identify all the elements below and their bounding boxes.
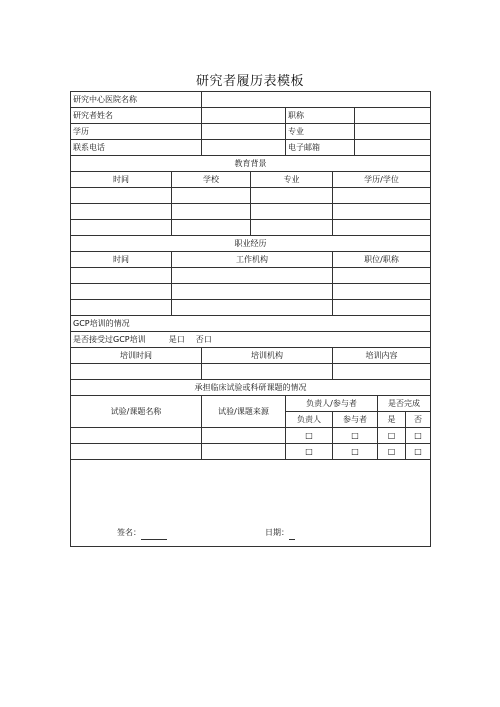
trial-sub-participant: 参与者 xyxy=(333,412,378,428)
table-row xyxy=(71,364,431,380)
work-cell[interactable] xyxy=(333,300,431,316)
email-label: 电子邮箱 xyxy=(286,140,355,156)
work-header-org: 工作机构 xyxy=(172,252,333,268)
edu-header-school: 学校 xyxy=(172,172,251,188)
table-row xyxy=(71,284,431,300)
education-label: 学历 xyxy=(71,124,202,140)
signature-block xyxy=(117,525,167,540)
major-label: 专业 xyxy=(286,124,355,140)
participant-checkbox[interactable]: □ xyxy=(351,447,359,456)
trial-header-name: 试验/课题名称 xyxy=(71,396,202,428)
edu-cell[interactable] xyxy=(333,188,431,204)
title-field[interactable] xyxy=(355,108,431,124)
major-field[interactable] xyxy=(355,124,431,140)
edu-cell[interactable] xyxy=(333,204,431,220)
edu-cell[interactable] xyxy=(71,204,172,220)
edu-header-major: 专业 xyxy=(251,172,333,188)
completed-no-checkbox[interactable]: □ xyxy=(414,431,422,440)
trial-source-cell[interactable] xyxy=(202,428,286,444)
work-heading: 职业经历 xyxy=(71,236,431,252)
trial-heading: 承担临床试验或科研课题的情况 xyxy=(71,380,431,396)
work-cell[interactable] xyxy=(333,268,431,284)
gcp-header-content: 培训内容 xyxy=(333,348,431,364)
trial-header-source: 试验/课题来源 xyxy=(202,396,286,428)
work-cell[interactable] xyxy=(172,268,333,284)
table-row xyxy=(71,268,431,284)
work-cell[interactable] xyxy=(71,268,172,284)
table-row xyxy=(71,300,431,316)
edu-cell[interactable] xyxy=(251,188,333,204)
edu-cell[interactable] xyxy=(71,220,172,236)
name-label: 研究者姓名 xyxy=(71,108,202,124)
gcp-heading: GCP培训的情况 xyxy=(71,316,431,332)
edu-header-degree: 学历/学位 xyxy=(333,172,431,188)
table-row xyxy=(71,428,431,444)
trial-name-cell[interactable] xyxy=(71,428,202,444)
edu-cell[interactable] xyxy=(71,188,172,204)
trial-name-cell[interactable] xyxy=(71,444,202,460)
date-label: 日期： xyxy=(265,528,289,537)
edu-cell[interactable] xyxy=(333,220,431,236)
completed-no-checkbox[interactable]: □ xyxy=(414,447,422,456)
phone-field[interactable] xyxy=(202,140,286,156)
resume-form xyxy=(70,91,431,547)
trial-sub-no: 否 xyxy=(406,412,431,428)
work-cell[interactable] xyxy=(172,300,333,316)
work-cell[interactable] xyxy=(71,284,172,300)
gcp-header-org: 培训机构 xyxy=(202,348,333,364)
education-field[interactable] xyxy=(202,124,286,140)
lead-checkbox[interactable]: □ xyxy=(305,431,313,440)
hospital-label: 研究中心医院名称 xyxy=(71,92,202,108)
table-row xyxy=(71,188,431,204)
edu-cell[interactable] xyxy=(172,220,251,236)
education-heading: 教育背景 xyxy=(71,156,431,172)
work-header-time: 时间 xyxy=(71,252,172,268)
table-row xyxy=(71,444,431,460)
edu-cell[interactable] xyxy=(251,220,333,236)
gcp-cell[interactable] xyxy=(202,364,333,380)
signature-area xyxy=(71,460,431,547)
work-cell[interactable] xyxy=(333,284,431,300)
hospital-field[interactable] xyxy=(202,92,431,108)
edu-cell[interactable] xyxy=(251,204,333,220)
gcp-cell[interactable] xyxy=(333,364,431,380)
edu-cell[interactable] xyxy=(172,204,251,220)
work-cell[interactable] xyxy=(172,284,333,300)
trial-source-cell[interactable] xyxy=(202,444,286,460)
signature-line[interactable] xyxy=(141,530,167,540)
trial-header-completed: 是否完成 xyxy=(378,396,431,412)
lead-checkbox[interactable]: □ xyxy=(305,447,313,456)
email-field[interactable] xyxy=(355,140,431,156)
gcp-cell[interactable] xyxy=(71,364,202,380)
participant-checkbox[interactable]: □ xyxy=(351,431,359,440)
completed-yes-checkbox[interactable]: □ xyxy=(387,447,396,456)
work-header-position: 职位/职称 xyxy=(333,252,431,268)
title-label: 职称 xyxy=(286,108,355,124)
gcp-header-time: 培训时间 xyxy=(71,348,202,364)
edu-header-time: 时间 xyxy=(71,172,172,188)
completed-yes-checkbox[interactable]: □ xyxy=(387,431,396,440)
date-block xyxy=(265,525,295,540)
gcp-no-option[interactable]: 否口 xyxy=(195,335,212,344)
signature-label: 签名： xyxy=(117,528,141,537)
name-field[interactable] xyxy=(202,108,286,124)
edu-cell[interactable] xyxy=(172,188,251,204)
phone-label: 联系电话 xyxy=(71,140,202,156)
gcp-question-row xyxy=(71,332,431,348)
table-row xyxy=(71,220,431,236)
date-line[interactable] xyxy=(289,530,295,540)
trial-sub-yes: 是 xyxy=(378,412,406,428)
gcp-yes-option[interactable]: 是口 xyxy=(168,335,185,344)
gcp-question: 是否接受过GCP培训 xyxy=(73,335,146,344)
page-title: 研究者履历表模板 xyxy=(195,74,304,89)
trial-sub-lead: 负责人 xyxy=(286,412,333,428)
trial-header-role: 负责人/参与者 xyxy=(286,396,378,412)
work-cell[interactable] xyxy=(71,300,172,316)
table-row xyxy=(71,204,431,220)
